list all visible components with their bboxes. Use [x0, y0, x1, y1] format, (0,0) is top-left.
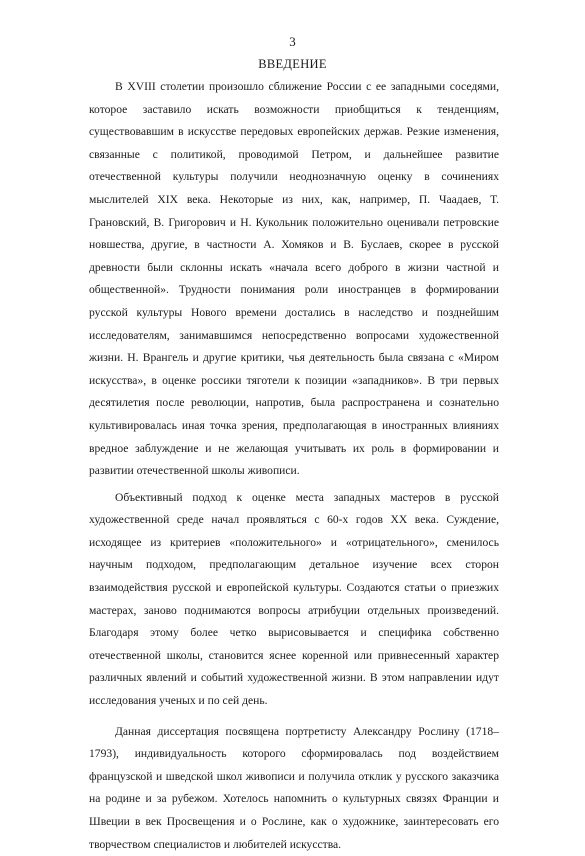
- paragraph-historiography: Объективный подход к оценке места западных мастеров в русской художественной среде начал проявляться с 60-х годов XX века. Суждение, исходящее из критериев «положительного» и «отрицательного», сменилось научным подходом, предполагающим детальное изучение всех сторон взаимодействия русской и европейской культуры. Создаются статьи о приезжих мастерах, заново поднимаются вопросы атрибуции отдельных произведений. Благодаря этому более четко вырисовывается и специфика собственно отечественной школы, становится яснее коренной или привнесенный характер различных явлений и событий художественной жизни. В этом направлении идут исследования ученых и по сей день.: [89, 490, 499, 708]
- section-heading: ВВЕДЕНИЕ: [258, 57, 327, 71]
- body-text: [89, 76, 499, 856]
- paragraph-dissertation-aim: Данная диссертация посвящена портретисту Александру Рослину (1718–1793), индивидуальность которого сформировалась под воздействием французской и шведской школ живописи и получила отклик у русского заказчика на родине и за рубежом. Хотелось напомнить о культурных связях Франции и Швеции в век Просвещения и о Рослине, как о художнике, заинтересовать его творчеством специалистов и любителей искусства.: [89, 724, 499, 851]
- page-number: 3: [289, 34, 296, 49]
- paragraph-intro: В XVIII столетии произошло сближение России с ее западными соседями, которое заставило искать возможности приобщиться к тенденциям, существовавшим в искусстве передовых европейских держав. Резкие изменения, связанные с политикой, проводимой Петром, и дальнейшее развитие отечественной культуры получили неоднозначную оценку в сочинениях мыслителей XIX века. Некоторые из них, как, например, П. Чаадаев, Т. Грановский, В. Григорович и Н. Кукольник положительно оценивали петровские новшества, другие, в частности А. Хомяков и В. Буслаев, скорее в русской древности были склонны искать «начала всего доброго в жизни частной и общественной». Трудности понимания роли иностранцев в формировании русской культуры Нового времени достались в наследство и позднейшим исследователям, занимавшимся непосредственно вопросами художественной жизни. Н. Врангель и другие критики, чья деятельность была связана с «Миром искусства», в оценке россики тяготели к позиции «западников». В три первых десятилетия после революции, напротив, была распространена и сознательно культивировалась иная точка зрения, предполагающая в иностранных влияниях вредное заблуждение и не желающая учитывать их роль в формировании и развитии отечественной школы живописи.: [89, 80, 499, 478]
